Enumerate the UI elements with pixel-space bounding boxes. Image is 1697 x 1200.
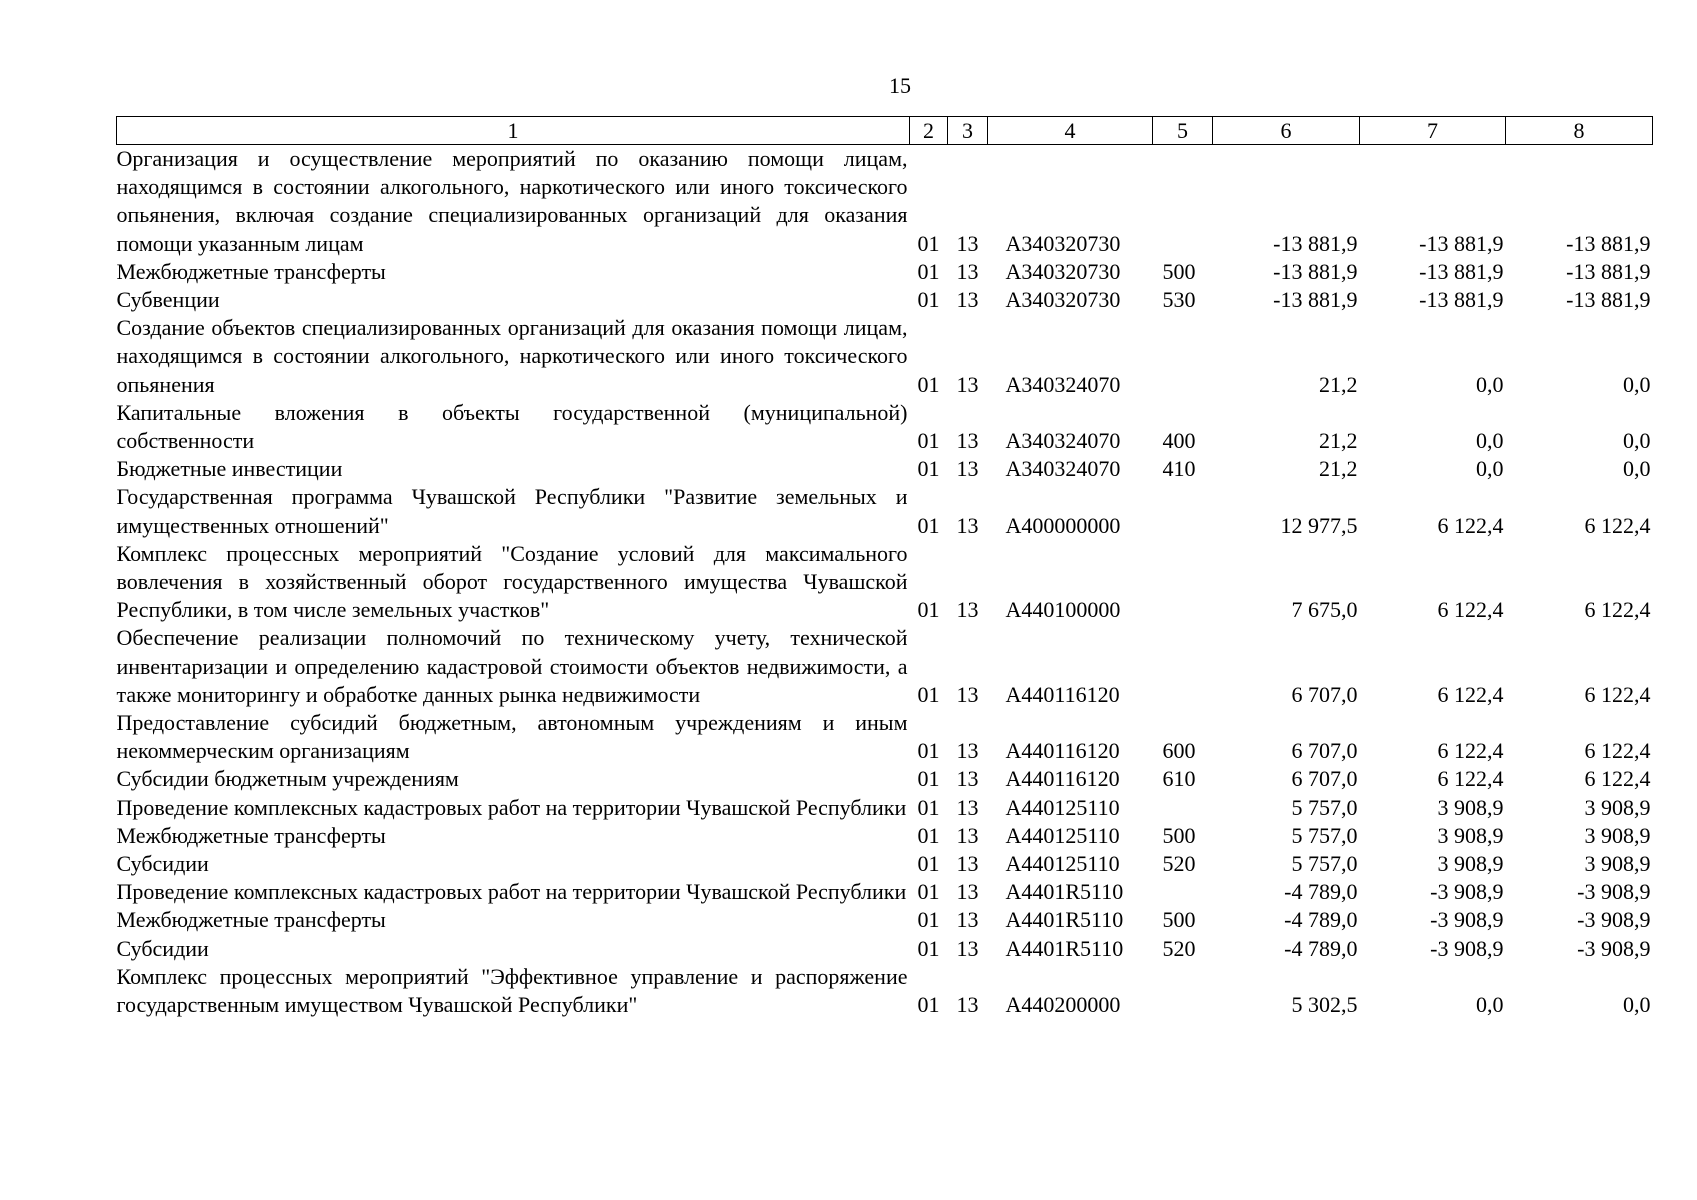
row-value-8: -3 908,9: [1577, 935, 1651, 961]
table-row: [117, 258, 1653, 286]
row-value-6: 21,2: [1319, 456, 1358, 482]
row-value-7: -3 908,9: [1430, 935, 1504, 961]
row-target-article: А440116120: [1005, 738, 1120, 764]
row-section: 01: [917, 879, 940, 905]
row-value-8: -13 881,9: [1566, 258, 1651, 284]
table-row: [117, 709, 1653, 765]
row-section: 01: [917, 371, 940, 397]
page-number: 15: [889, 73, 911, 98]
header-col-3: 3: [948, 117, 988, 145]
row-value-6: 21,2: [1319, 428, 1358, 454]
row-value-7: 6 122,4: [1437, 738, 1504, 764]
row-value-6: 6 707,0: [1291, 738, 1358, 764]
row-subsection: 13: [956, 230, 979, 256]
table-row: [117, 455, 1653, 483]
row-expense-type: 500: [1162, 822, 1196, 848]
row-section: 01: [917, 907, 940, 933]
row-value-6: 5 757,0: [1291, 794, 1358, 820]
row-value-6: -4 789,0: [1284, 907, 1358, 933]
row-value-8: -13 881,9: [1566, 230, 1651, 256]
row-name: Межбюджетные трансферты: [116, 258, 386, 284]
row-target-article: А340320730: [1005, 258, 1121, 284]
row-value-7: -3 908,9: [1430, 879, 1504, 905]
row-subsection: 13: [956, 879, 979, 905]
table-row: [117, 624, 1653, 709]
row-value-7: -3 908,9: [1430, 907, 1504, 933]
table-row: [117, 822, 1653, 850]
row-target-article: А440125110: [1005, 794, 1120, 820]
table-row: [117, 850, 1653, 878]
row-name: Предоставление субсидий бюджетным, автономным учреждениям и иным некоммерческим организациям: [116, 710, 908, 764]
row-value-6: 5 757,0: [1291, 822, 1358, 848]
row-subsection: 13: [956, 992, 979, 1018]
header-col-7: 7: [1360, 117, 1506, 145]
row-subsection: 13: [956, 597, 979, 623]
row-value-7: -13 881,9: [1419, 287, 1504, 313]
row-section: 01: [917, 230, 940, 256]
row-expense-type: 520: [1162, 935, 1196, 961]
row-target-article: А400000000: [1005, 512, 1121, 538]
row-expense-type: [1153, 483, 1213, 539]
row-section: 01: [917, 456, 940, 482]
row-value-7: 0,0: [1476, 456, 1504, 482]
table-row: [117, 935, 1653, 963]
table-row: [117, 906, 1653, 934]
row-target-article: А440116120: [1005, 681, 1120, 707]
row-subsection: 13: [956, 428, 979, 454]
row-value-7: -13 881,9: [1419, 258, 1504, 284]
row-section: 01: [917, 512, 940, 538]
table-row: [117, 145, 1653, 258]
header-col-2: 2: [910, 117, 948, 145]
row-subsection: 13: [956, 907, 979, 933]
row-target-article: А340324070: [1005, 428, 1121, 454]
row-value-6: -4 789,0: [1284, 935, 1358, 961]
row-section: 01: [917, 287, 940, 313]
row-value-6: -13 881,9: [1273, 258, 1358, 284]
row-value-6: 6 707,0: [1291, 681, 1358, 707]
row-name: Комплекс процессных мероприятий "Создание условий для максимального вовлечения в хозяйственный оборот государственного имущества Чувашской Республики, в том числе земельных участков": [116, 540, 908, 623]
row-expense-type: [1153, 145, 1213, 258]
row-value-8: 3 908,9: [1584, 822, 1651, 848]
row-name: Капитальные вложения в объекты государственной (муниципальной) собственности: [116, 399, 908, 454]
row-value-8: 0,0: [1623, 371, 1651, 397]
row-name: Межбюджетные трансферты: [116, 907, 386, 933]
row-expense-type: 520: [1162, 851, 1196, 877]
row-target-article: А340324070: [1005, 456, 1121, 482]
row-value-7: 6 122,4: [1437, 766, 1504, 792]
row-subsection: 13: [956, 794, 979, 820]
row-value-8: -3 908,9: [1577, 907, 1651, 933]
table-header: [117, 117, 1653, 145]
row-value-6: -4 789,0: [1284, 879, 1358, 905]
row-name: Бюджетные инвестиции: [116, 456, 343, 482]
row-target-article: А340320730: [1005, 287, 1121, 313]
row-expense-type: [1153, 794, 1213, 822]
header-col-8: 8: [1506, 117, 1653, 145]
row-value-6: 5 757,0: [1291, 851, 1358, 877]
row-value-7: 3 908,9: [1437, 794, 1504, 820]
row-name: Обеспечение реализации полномочий по техническому учету, технической инвентаризации и определению кадастровой стоимости объектов недвижимости, а также мониторингу и обработке данных рынка недвижимости: [116, 625, 908, 707]
row-value-8: 0,0: [1623, 428, 1651, 454]
row-section: 01: [917, 258, 940, 284]
row-value-6: -13 881,9: [1273, 287, 1358, 313]
row-value-8: 3 908,9: [1584, 794, 1651, 820]
row-subsection: 13: [956, 456, 979, 482]
row-target-article: А440200000: [1005, 992, 1121, 1018]
row-name: Субсидии: [116, 935, 209, 961]
row-value-7: 0,0: [1476, 371, 1504, 397]
row-subsection: 13: [956, 822, 979, 848]
row-value-8: -13 881,9: [1566, 287, 1651, 313]
row-section: 01: [917, 766, 940, 792]
row-expense-type: [1153, 878, 1213, 906]
row-subsection: 13: [956, 738, 979, 764]
row-target-article: А4401R5110: [1005, 935, 1124, 961]
row-expense-type: [1153, 314, 1213, 399]
row-value-8: 6 122,4: [1584, 681, 1651, 707]
row-name: Организация и осуществление мероприятий по оказанию помощи лицам, находящимся в состоянии алкогольного, наркотического или иного токсического опьянения, включая создание специализированных организаций для оказания помощи указанным лицам: [116, 146, 908, 256]
row-value-8: -3 908,9: [1577, 879, 1651, 905]
row-section: 01: [917, 822, 940, 848]
row-section: 01: [917, 992, 940, 1018]
row-value-7: 6 122,4: [1437, 597, 1504, 623]
row-name: Субсидии бюджетным учреждениям: [116, 766, 459, 792]
row-value-7: 0,0: [1476, 992, 1504, 1018]
row-subsection: 13: [956, 935, 979, 961]
header-col-4: 4: [988, 117, 1153, 145]
row-target-article: А4401R5110: [1005, 879, 1124, 905]
row-value-8: 6 122,4: [1584, 766, 1651, 792]
row-value-6: -13 881,9: [1273, 230, 1358, 256]
row-subsection: 13: [956, 371, 979, 397]
row-name: Государственная программа Чувашской Республики "Развитие земельных и имущественных отношений": [116, 484, 908, 538]
row-value-6: 21,2: [1319, 371, 1358, 397]
row-subsection: 13: [956, 258, 979, 284]
row-subsection: 13: [956, 287, 979, 313]
row-name: Субсидии: [116, 851, 209, 877]
row-target-article: А4401R5110: [1005, 907, 1124, 933]
table-row: [117, 878, 1653, 906]
row-name: Комплекс процессных мероприятий "Эффективное управление и распоряжение государственным имуществом Чувашской Республики": [116, 963, 908, 1018]
row-name: Проведение комплексных кадастровых работ на территории Чувашской Республики: [116, 879, 907, 905]
row-target-article: А440125110: [1005, 851, 1120, 877]
row-subsection: 13: [956, 851, 979, 877]
table-row: [117, 794, 1653, 822]
table-row: [117, 483, 1653, 539]
row-expense-type: 400: [1162, 428, 1196, 454]
row-expense-type: [1153, 963, 1213, 1019]
row-value-6: 5 302,5: [1291, 992, 1358, 1018]
row-target-article: А340320730: [1005, 230, 1121, 256]
row-value-7: 3 908,9: [1437, 822, 1504, 848]
row-target-article: А440116120: [1005, 766, 1120, 792]
row-value-7: 3 908,9: [1437, 851, 1504, 877]
row-name: Проведение комплексных кадастровых работ на территории Чувашской Республики: [116, 794, 907, 820]
row-name: Создание объектов специализированных организаций для оказания помощи лицам, находящимся в состоянии алкогольного, наркотического или иного токсического опьянения: [116, 315, 908, 397]
row-value-8: 3 908,9: [1584, 851, 1651, 877]
table-row: [117, 540, 1653, 625]
row-value-7: -13 881,9: [1419, 230, 1504, 256]
row-expense-type: 610: [1162, 766, 1196, 792]
row-subsection: 13: [956, 681, 979, 707]
row-value-8: 6 122,4: [1584, 597, 1651, 623]
row-value-8: 0,0: [1623, 456, 1651, 482]
table-body: [117, 145, 1653, 1020]
row-value-6: 12 977,5: [1280, 512, 1358, 538]
row-value-6: 6 707,0: [1291, 766, 1358, 792]
row-value-7: 6 122,4: [1437, 681, 1504, 707]
row-section: 01: [917, 851, 940, 877]
row-expense-type: 530: [1162, 287, 1196, 313]
row-value-8: 6 122,4: [1584, 738, 1651, 764]
row-expense-type: 500: [1162, 907, 1196, 933]
row-section: 01: [917, 794, 940, 820]
budget-table: [116, 116, 1653, 1019]
header-col-6: 6: [1213, 117, 1360, 145]
row-subsection: 13: [956, 512, 979, 538]
row-section: 01: [917, 597, 940, 623]
header-col-1: 1: [117, 117, 910, 145]
header-col-5: 5: [1153, 117, 1213, 145]
table-row: [117, 963, 1653, 1019]
header-row: [117, 117, 1653, 145]
row-name: Межбюджетные трансферты: [116, 822, 386, 848]
row-expense-type: [1153, 540, 1213, 625]
row-section: 01: [917, 428, 940, 454]
row-expense-type: 500: [1162, 258, 1196, 284]
row-section: 01: [917, 738, 940, 764]
table-row: [117, 314, 1653, 399]
row-value-8: 6 122,4: [1584, 512, 1651, 538]
table-row: [117, 399, 1653, 455]
table-row: [117, 286, 1653, 314]
row-subsection: 13: [956, 766, 979, 792]
row-section: 01: [917, 681, 940, 707]
table-row: [117, 765, 1653, 793]
row-expense-type: [1153, 624, 1213, 709]
row-section: 01: [917, 935, 940, 961]
row-target-article: А440100000: [1005, 597, 1121, 623]
row-expense-type: 410: [1162, 456, 1196, 482]
row-target-article: А440125110: [1005, 822, 1120, 848]
row-value-7: 0,0: [1476, 428, 1504, 454]
row-target-article: А340324070: [1005, 371, 1121, 397]
row-expense-type: 600: [1162, 738, 1196, 764]
row-name: Субвенции: [116, 287, 220, 313]
row-value-7: 6 122,4: [1437, 512, 1504, 538]
row-value-8: 0,0: [1623, 992, 1651, 1018]
row-value-6: 7 675,0: [1291, 597, 1358, 623]
